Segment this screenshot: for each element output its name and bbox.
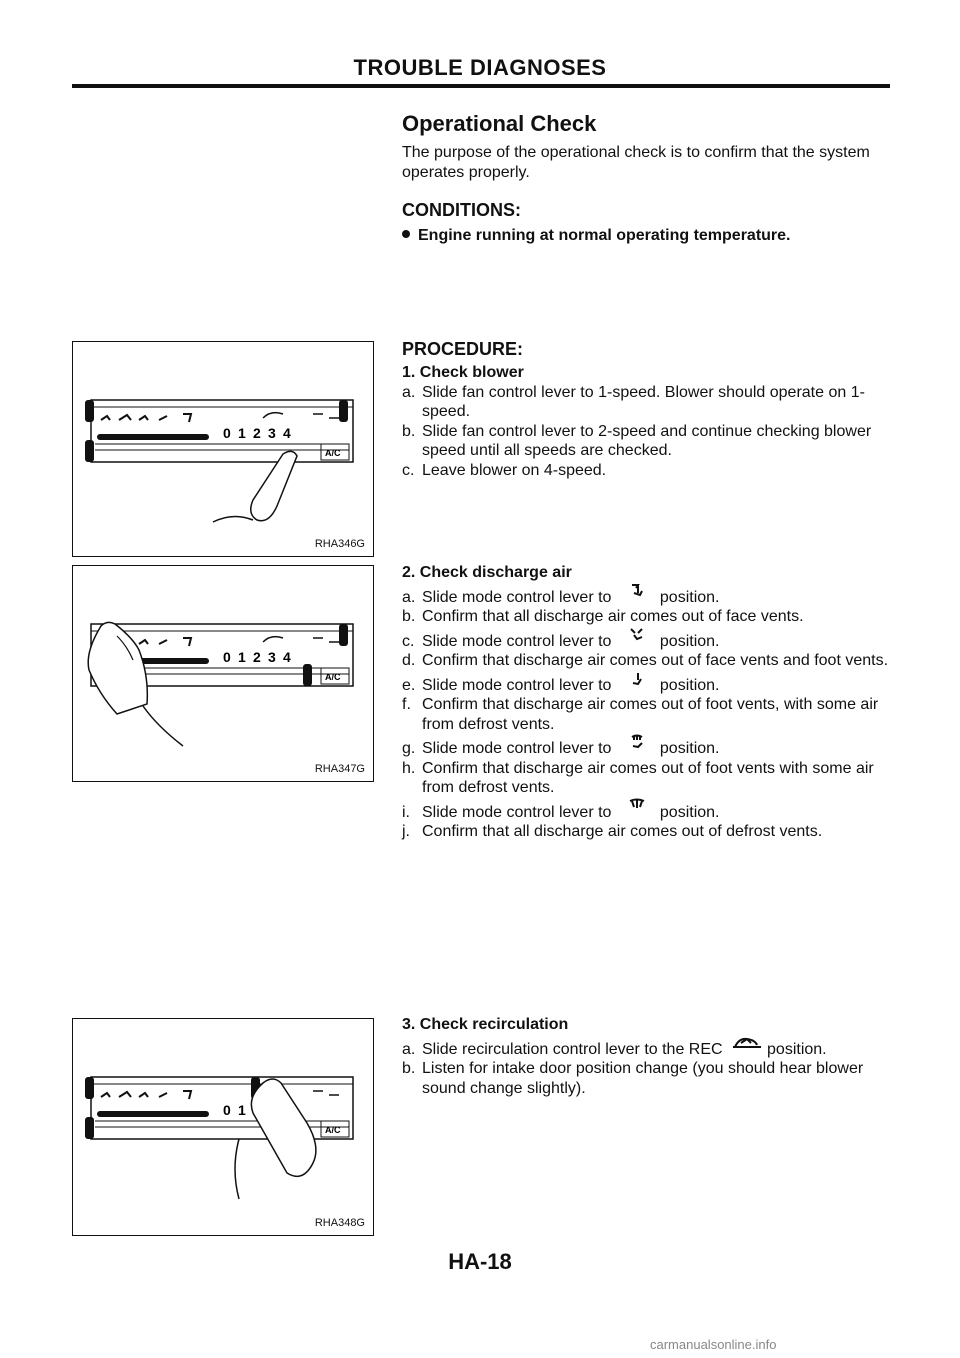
figure-control-panel-mode [72,565,374,782]
svg-text:4: 4 [283,425,291,441]
step-title: 2. Check discharge air [402,564,572,581]
procedure-step-2 [402,563,894,842]
step-item: f. Confirm that discharge air comes out of foot vents, with some air from defrost vents. [402,696,879,733]
figure-caption: RHA347G [314,763,365,775]
svg-text:3: 3 [268,649,276,665]
step-item: a. Slide recirculation control lever to the REC position. [402,1035,894,1060]
intro-paragraph: The purpose of the operational check is to confirm that the system operates properly. [402,144,870,181]
step-item: b. Listen for intake door position change (you should hear blower sound change slightly). [402,1060,864,1097]
header-rule [72,84,890,88]
svg-text:A/C: A/C [325,1125,341,1135]
step-item: d. Confirm that discharge air comes out of face vents and foot vents. [402,652,889,669]
section-title: TROUBLE DIAGNOSES [353,55,607,80]
recirculation-icon [727,1035,767,1051]
svg-text:A/C: A/C [325,672,341,682]
control-panel-illustration [73,342,373,556]
foot-mode-icon [616,671,660,687]
step-item: i. Slide mode control lever to position. [402,798,894,823]
procedure-heading: PROCEDURE: [402,339,524,359]
step-item: b. Slide fan control lever to 2-speed and continue checking blower speed until all speeds are checked. [402,422,872,459]
svg-text:4: 4 [283,649,291,665]
step-item: g. Slide mode control lever to position. [402,734,894,759]
step-item: h. Confirm that discharge air comes out of foot vents with some air from defrost vents. [402,759,874,796]
svg-text:2: 2 [253,649,261,665]
figure-caption: RHA348G [314,1217,365,1229]
bilevel-mode-icon [616,627,660,643]
figure-caption: RHA346G [314,538,365,550]
step-item: a. Slide fan control lever to 1-speed. Blower should operate on 1-speed. [402,383,865,420]
svg-text:0: 0 [223,1102,231,1118]
step-item: a. Slide mode control lever to position. [402,583,894,608]
figure-control-panel-blower [72,341,374,557]
procedure-step-1 [402,363,894,480]
svg-text:2: 2 [253,425,261,441]
defrost-mode-icon [616,798,660,814]
figure-control-panel-recirculation [72,1018,374,1236]
svg-text:1: 1 [238,425,246,441]
procedure-step-3 [402,1015,894,1098]
svg-text:3: 3 [268,425,276,441]
step-title: 3. Check recirculation [402,1016,569,1033]
step-item: j. Confirm that all discharge air comes out of defrost vents. [402,823,823,840]
svg-text:0: 0 [223,649,231,665]
svg-text:A/C: A/C [325,448,341,458]
page-number: HA-18 [448,1249,512,1274]
step-title: 1. Check blower [402,364,524,381]
condition-item: Engine running at normal operating temperature. [402,227,790,245]
step-item: e. Slide mode control lever to position. [402,671,894,696]
svg-text:0: 0 [223,425,231,441]
control-panel-illustration [73,1019,373,1235]
step-item: c. Leave blower on 4-speed. [402,461,607,479]
step-item: b. Confirm that all discharge air comes out of face vents. [402,608,804,625]
foot-defrost-mode-icon [616,734,660,750]
page-heading: Operational Check [402,111,597,136]
control-panel-illustration [73,566,373,781]
conditions-heading: CONDITIONS: [402,200,521,220]
watermark: carmanualsonline.info [650,1337,777,1352]
svg-text:1: 1 [238,1102,246,1118]
vent-mode-icon [616,583,660,599]
svg-text:1: 1 [238,649,246,665]
step-item: c. Slide mode control lever to position. [402,627,894,652]
bullet-icon [402,230,410,238]
